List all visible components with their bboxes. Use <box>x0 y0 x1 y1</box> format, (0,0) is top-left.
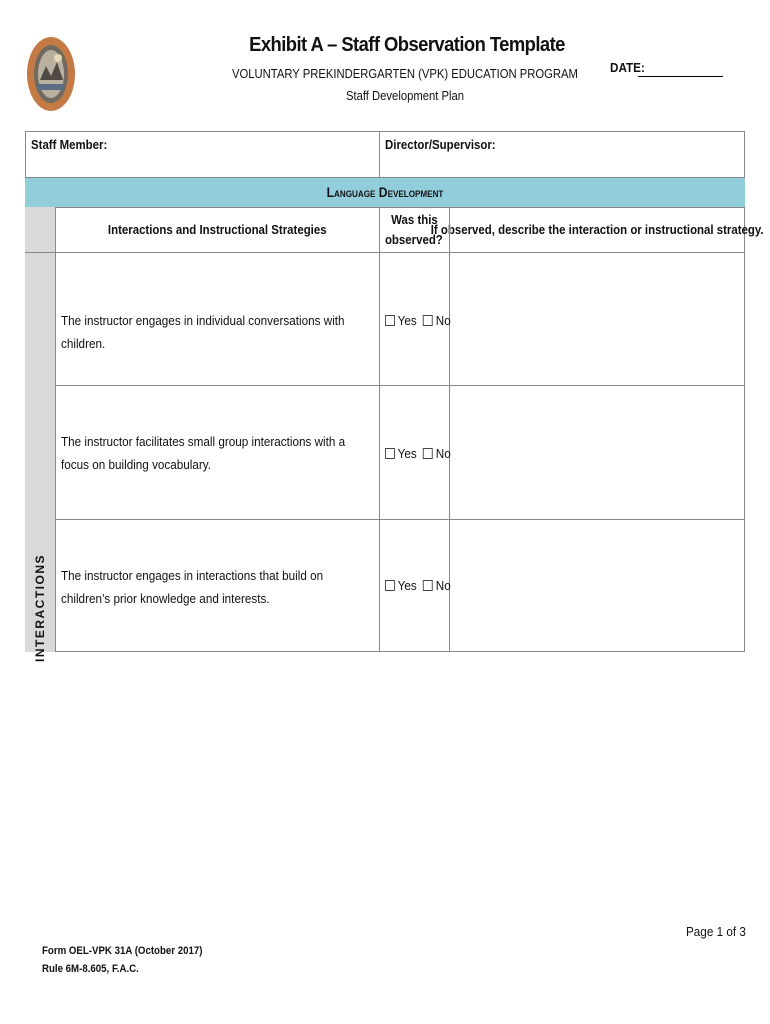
strategy-text: The instructor engages in individual conversations with children. <box>61 313 345 351</box>
yes-label: Yes <box>397 578 417 593</box>
strategies-header-label: Interactions and Instructional Strategies <box>107 222 327 237</box>
date-label: DATE: <box>610 60 645 75</box>
checkbox-icon <box>385 315 395 326</box>
side-band <box>25 253 55 662</box>
date-field[interactable] <box>638 76 723 77</box>
rule-reference: Rule 6M-8.605, F.A.C. <box>42 963 139 975</box>
checkbox-icon <box>423 448 433 459</box>
yes-checkbox[interactable] <box>385 313 417 328</box>
table-row <box>55 520 379 652</box>
observed-header-line2: observed? <box>385 231 443 247</box>
table-row <box>55 386 379 519</box>
form-footer <box>42 942 202 978</box>
table-row <box>55 253 379 385</box>
checkbox-icon <box>385 580 395 591</box>
description-header <box>430 207 764 252</box>
page-title: Exhibit A – Staff Observation Template <box>249 34 565 56</box>
yes-label: Yes <box>397 446 417 461</box>
observed-cell <box>379 520 449 652</box>
observed-header-line1: Was this <box>390 211 438 227</box>
observation-table <box>25 131 764 662</box>
strategies-header <box>55 207 379 252</box>
page-number: Page 1 of 3 <box>686 924 746 939</box>
checkbox-icon <box>423 580 433 591</box>
side-header-cell <box>25 207 55 252</box>
observed-cell <box>379 253 449 385</box>
description-header-label: If observed, describe the interaction or instructional strategy. <box>430 222 764 237</box>
staff-member-label: Staff Member: <box>31 137 108 152</box>
program-name: VOLUNTARY PREKINDERGARTEN (VPK) EDUCATION PROGRAM <box>232 67 578 81</box>
description-field[interactable] <box>449 253 745 385</box>
no-label: No <box>435 578 451 593</box>
observed-cell <box>379 386 449 519</box>
yes-label: Yes <box>397 313 417 328</box>
no-label: No <box>435 313 451 328</box>
checkbox-icon <box>385 448 395 459</box>
description-field[interactable] <box>449 520 745 652</box>
form-number: Form OEL-VPK 31A (October 2017) <box>42 945 203 957</box>
section-band <box>25 178 745 207</box>
section-title: Language Development <box>326 185 444 200</box>
divider <box>379 131 380 177</box>
side-label: INTERACTIONS <box>33 554 47 662</box>
strategy-text: The instructor facilitates small group interactions with a focus on building vocabulary. <box>61 434 346 472</box>
no-checkbox[interactable] <box>423 578 451 593</box>
checkbox-icon <box>423 315 433 326</box>
description-field[interactable] <box>449 386 745 519</box>
no-label: No <box>435 446 451 461</box>
supervisor-label: Director/Supervisor: <box>385 137 496 152</box>
plan-subtitle: Staff Development Plan <box>345 89 464 103</box>
yes-checkbox[interactable] <box>385 446 417 461</box>
strategy-text: The instructor engages in interactions that build on children’s prior knowledge and interests. <box>61 568 324 606</box>
staff-member-field[interactable] <box>25 131 379 177</box>
yes-checkbox[interactable] <box>385 578 417 593</box>
supervisor-field[interactable] <box>379 131 745 177</box>
no-checkbox[interactable] <box>423 446 451 461</box>
no-checkbox[interactable] <box>423 313 451 328</box>
